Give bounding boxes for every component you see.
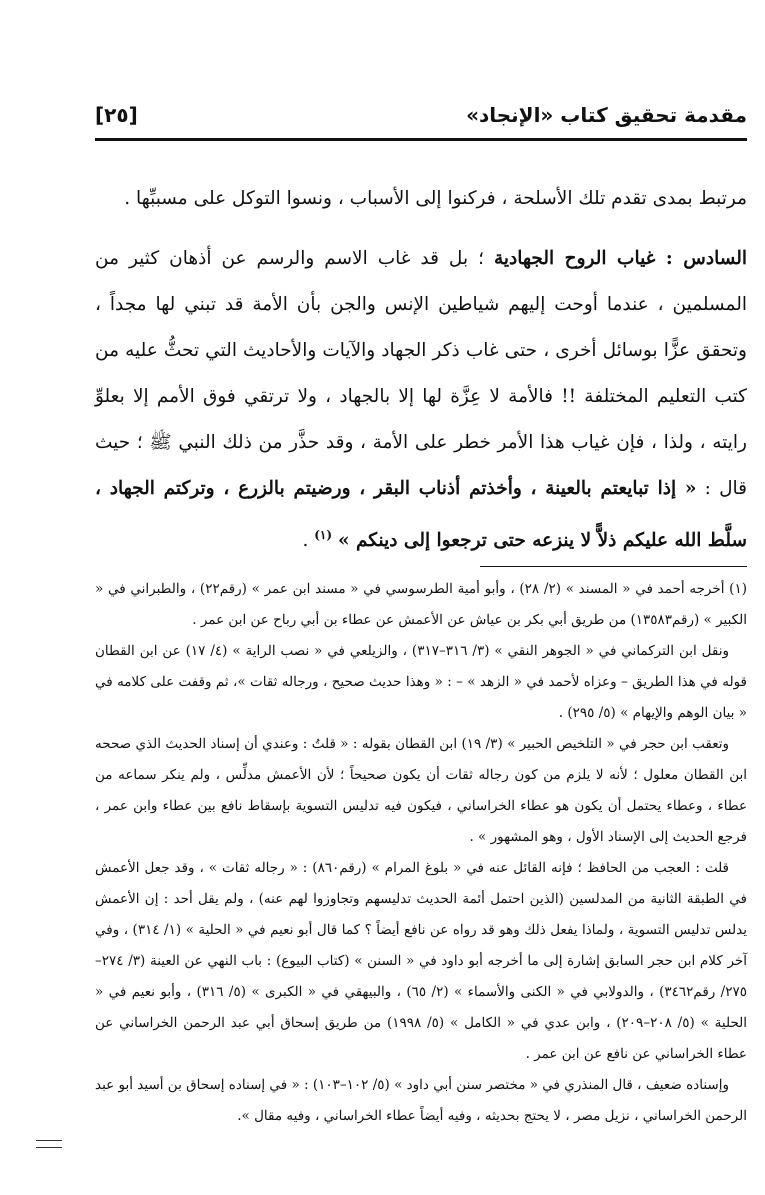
margin-mark (36, 1140, 62, 1148)
footnotes (95, 574, 747, 1132)
footnote-separator (480, 566, 747, 567)
page-number: [٢٥] (95, 103, 138, 127)
footnote-para-5: وإسناده ضعيف ، قال المنذري في « مختصر سنن أبي داود » (٥/ ١٠٢–١٠٣) : « في إسناده إسحاق بن أسيد أبو عبد الرحمن الخراساني ، نزيل مصر ، لا يحتج بحديثه ، وفيه أيضاً عطاء الخراساني ، وفيه مقال ». (95, 1077, 747, 1124)
paragraph-1: مرتبط بمدى تقدم تلك الأسلحة ، فركنوا إلى الأسباب ، ونسوا التوكل على مسببِّها . (124, 188, 747, 209)
main-text (95, 176, 747, 564)
footnote-1: (١) أخرجه أحمد في « المسند » (٢/ ٢٨) ، وأبو أمية الطرسوسي في « مسند ابن عمر » (رقم٢٢) ، والطبراني في « الكبير » (رقم١٣٥٨٣) من طريق أبي بكر بن عياش عن الأعمش عن عطاء بن أبي رباح عن ابن عمر . (95, 581, 747, 628)
footnote-para-3: وتعقب ابن حجر في « التلخيص الحبير » (٣/ ١٩) ابن القطان بقوله : « قلتُ : وعندي أن إسناد الحديث الذي صححه ابن القطان معلول ؛ لأنه لا يلزم من كون رجاله ثقات أن يكون صحيحاً ؛ لأن الأعمش مدلِّس ، ولم ينكر سماعه من عطاء ، وعطاء يحتمل أن يكون هو عطاء الخراساني ، فيكون فيه تدليس التسوية بإسقاط نافع بين عطاء وابن عمر ، فرجع الحديث إلى الإسناد الأول ، وهو المشهور » . (95, 736, 747, 845)
paragraph-2 (95, 236, 747, 564)
footnote-para-2: ونقل ابن التركماني في « الجوهر النقي » (٣/ ٣١٦–٣١٧) ، والزيلعي في « نصب الراية » (٤/ ١٧) عن ابن القطان قوله في هذا الطريق – وعزاه لأحمد في « الزهد » – : « وهذا حديث صحيح ، ورجاله ثقات »، ثم وقفت على كلامه في « بيان الوهم والإيهام » (٥/ ٢٩٥) . (95, 643, 747, 721)
page-header (95, 98, 747, 132)
section-lead: السادس : غياب الروح الجهادية (493, 248, 747, 269)
paragraph-2-end: . (302, 530, 315, 552)
paragraph-2-text: ؛ بل قد غاب الاسم والرسم عن أذهان كثير من المسلمين ، عندما أوحت إليهم شياطين الإنس والجن بأن الأمة قد تبني لها مجداً ، وتحقق عزًّا بوسائل أخرى ، حتى غاب ذكر الجهاد والآيات والأحاديث التي تحثُّ عليه من كتب التعليم المختلفة !! فالأمة لا عِزَّة لها إلا بالجهاد ، ولا ترتقي فوق الأمم إلا بعلوِّ رايته ، ولذا ، فإن غياب هذا الأمر خطر على الأمة ، وقد حذَّر من ذلك النبي ﷺ ؛ حيث قال : (95, 248, 748, 499)
header-rule (95, 138, 747, 141)
footnote-para-4: قلت : العجب من الحافظ ؛ فإنه القائل عنه في « بلوغ المرام » (رقم٨٦٠) : « رجاله ثقات » ، وقد جعل الأعمش في الطبقة الثانية من المدلسين (الذين احتمل أئمة الحديث تدليسهم وتجاوزوا لهم عنه) ، ولم يقل أحد : إن الأعمش يدلس تدليس التسوية ، ولماذا يفعل ذلك وهو قد رواه عن نافع أيضاً ؟ كما قال أبو نعيم في « الحلية » (١/ ٣١٤) ، وفي آخر كلام ابن حجر السابق إشارة إلى ما أخرجه أبو داود في « السنن » (كتاب البيوع) : باب النهي عن العينة (٣/ ٢٧٤–٢٧٥/ رقم٣٤٦٢) ، والدولابي في « الكنى والأسماء » (٢/ ٦٥) ، والبيهقي في « الكبرى » (٥/ ٣١٦) ، وأبو نعيم في « الحلية » (٥/ ٢٠٨–٢٠٩) ، وابن عدي في « الكامل » (٥/ ١٩٩٨) من طريق إسحاق أبي عبد الرحمن الخراساني عن عطاء الخراساني عن نافع عن ابن عمر . (95, 860, 748, 1062)
running-title: مقدمة تحقيق كتاب «الإنجاد» (466, 103, 747, 127)
footnote-ref: (١) (314, 528, 333, 542)
hadith-quote: « إذا تبايعتم بالعينة ، وأخذتم أذناب البقر ، ورضيتم بالزرع ، وتركتم الجهاد ، سلَّط الله عليكم ذلاًّ لا ينزعه حتى ترجعوا إلى دينكم » (95, 478, 747, 552)
